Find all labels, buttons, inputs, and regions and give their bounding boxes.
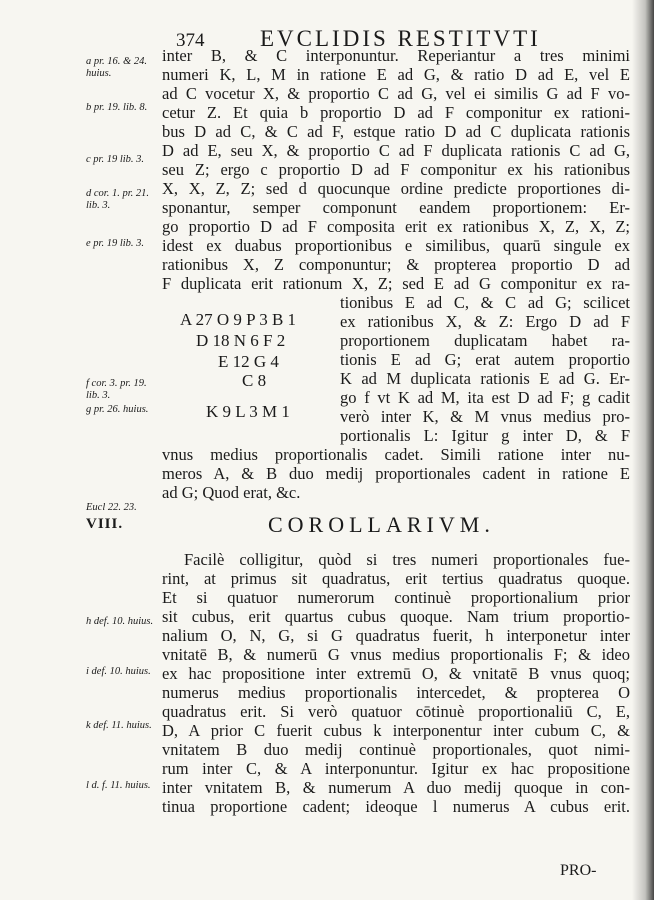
numbers-row: A 27 O 9 P 3 B 1 bbox=[180, 310, 297, 329]
text-line: go f vt K ad M, ita est D ad F; g cadit bbox=[340, 388, 630, 407]
running-title: EVCLIDIS RESTITVTI bbox=[260, 26, 541, 51]
text-line: rint, at primus sit quadratus, erit tertius quadratus quoque. bbox=[162, 569, 630, 588]
margin-note: i def. 10. huius. bbox=[86, 666, 151, 677]
text-line: go proportio D ad F composita erit ex rationibus X, Z, X, Z; bbox=[162, 217, 630, 236]
text-line: tionis E ad G; erat autem proportio bbox=[340, 350, 630, 369]
margin-note: b pr. 19. lib. 8. bbox=[86, 102, 148, 113]
text-line: ad G; Quod erat, &c. bbox=[162, 483, 301, 502]
text-line: inter vnitatem B, & numerum A duo medij quoque in con- bbox=[162, 778, 630, 797]
margin-note: l d. f. 11. huius. bbox=[86, 780, 151, 791]
margin-note: e pr. 19 lib. 3. bbox=[86, 238, 145, 249]
text-line: vnitatem B duo medij continuè proportionales, quot nimi- bbox=[162, 740, 630, 759]
text-line: proportionem duplicatam habet ra- bbox=[340, 331, 630, 350]
text-line: tinua proportione cadent; ideoque l numerus A cubus erit. bbox=[162, 797, 630, 816]
text-line: rum inter C, & A interponuntur. Igitur ex hac propositione bbox=[162, 759, 630, 778]
text-line: bus D ad C, & C ad F, estque ratio D ad C duplicata rationis bbox=[162, 122, 630, 141]
margin-note: c pr. 19 lib. 3. bbox=[86, 154, 145, 165]
text-line: idest ex duabus proportionibus e similibus, quarū singule ex bbox=[162, 236, 630, 255]
text-line: vnitatē B, & numerū G vnus medius proportionalis F; & ideo bbox=[162, 645, 630, 664]
paragraph-corollary bbox=[162, 550, 630, 816]
margin-note: h def. 10. huius. bbox=[86, 616, 154, 627]
text-line: ex rationibus X, & Z: Ergo D ad F bbox=[340, 312, 630, 331]
text-line: K ad M duplicata rationis E ad G. Er- bbox=[340, 369, 630, 388]
margin-note: g pr. 26. huius. bbox=[86, 404, 149, 415]
catchword: PRO- bbox=[560, 862, 597, 879]
text-line: numeri K, L, M in ratione E ad G, & ratio D ad E, vel E bbox=[162, 65, 630, 84]
text-line: Facilè colligitur, quòd si tres numeri proportionales fue- bbox=[184, 550, 630, 569]
numbers-row: D 18 N 6 F 2 bbox=[196, 331, 286, 350]
numbers-row: C 8 bbox=[242, 371, 267, 390]
text-line: numerus medius proportionalis intercedet, & propterea O bbox=[162, 683, 630, 702]
text-line: nalium O, N, G, si G quadratus fuerit, h interponetur inter bbox=[162, 626, 630, 645]
text-line: D, A prior C fuerit cubus k interponentur inter cubum C, & bbox=[162, 721, 630, 740]
text-line: ad C vocetur X, & proportio C ad G, vel ei similis G ad F vo- bbox=[162, 84, 630, 103]
text-line: sponantur, semper componunt eandem proportionem: Er- bbox=[162, 198, 630, 217]
corollary-heading: COROLLARIVM. bbox=[268, 512, 495, 537]
margin-note: a pr. 16. & 24. huius. bbox=[86, 56, 147, 79]
text-line: rationibus X, Z componuntur; & propterea proportio D ad bbox=[162, 255, 630, 274]
text-line: Et si quatuor numerorum continuè proportionalium prior bbox=[162, 588, 630, 607]
text-line: seu Z; ergo c proportio D ad F componitur ex his rationibus bbox=[162, 160, 630, 179]
numbers-row: E 12 G 4 bbox=[218, 352, 279, 371]
text-line: sit cubus, erit quartus cubus quoque. Nam trium proportio- bbox=[162, 607, 630, 626]
text-line: verò inter K, & M vnus medius pro- bbox=[340, 407, 630, 426]
page-spine-shadow bbox=[632, 0, 654, 900]
margin-note: f cor. 3. pr. 19. lib. 3. bbox=[86, 378, 147, 401]
text-line: inter B, & C interponuntur. Reperiantur a tres minimi bbox=[162, 46, 630, 65]
margin-note: Eucl 22. 23. bbox=[86, 502, 137, 513]
text-line: tionibus E ad C, & C ad G; scilicet bbox=[340, 293, 630, 312]
text-line: X, X, Z, Z; sed d quocunque ordine predicte proportiones di- bbox=[162, 179, 630, 198]
theorem-label: VIII. bbox=[86, 516, 124, 532]
page-number: 374 bbox=[176, 30, 205, 51]
text-line: meros A, & B duo medij proportionales cadent in ratione E bbox=[162, 464, 630, 483]
numbers-row: K 9 L 3 M 1 bbox=[206, 402, 290, 421]
paragraph-proof bbox=[162, 46, 630, 293]
text-line: vnus medius proportionalis cadet. Simili ratione inter nu- bbox=[162, 445, 630, 464]
text-line: ex hac propositione inter extremū O, & vnitatē B vnus quoq; bbox=[162, 664, 630, 683]
paragraph-conclusion bbox=[162, 445, 630, 502]
margin-note: d cor. 1. pr. 21. lib. 3. bbox=[86, 188, 150, 211]
text-line: F duplicata erit rationum X, Z; sed E ad G componitur ex ra- bbox=[162, 274, 630, 293]
paragraph-proof-narrow bbox=[340, 293, 630, 445]
text-line: cetur Z. Et quia b proportio D ad F componitur ex rationi- bbox=[162, 103, 630, 122]
text-line: D ad E, seu X, & proportio C ad F duplicata rationis C ad G, bbox=[162, 141, 630, 160]
text-line: portionalis L: Igitur g inter D, & F bbox=[340, 426, 630, 445]
margin-note: k def. 11. huius. bbox=[86, 720, 152, 731]
text-line: quadratus erit. Si verò quatuor cōtinuè proportionaliū C, E, bbox=[162, 702, 630, 721]
